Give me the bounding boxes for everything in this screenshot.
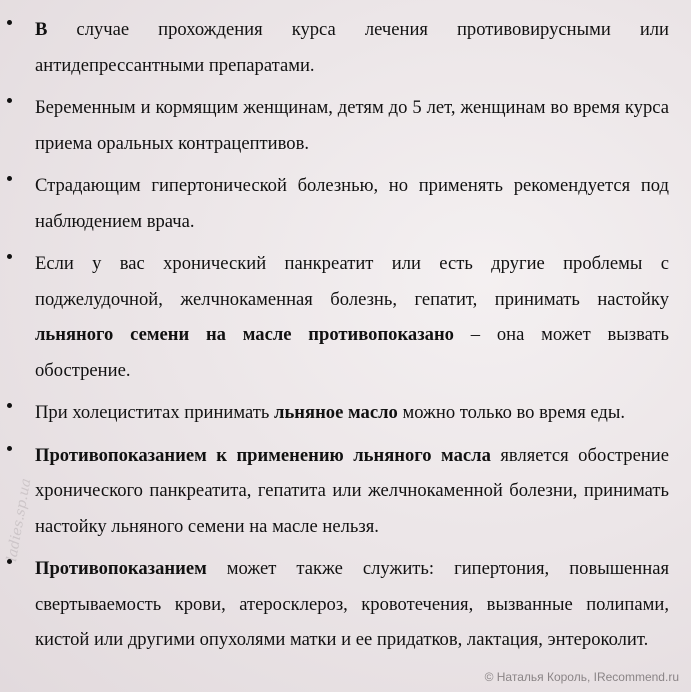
bold-phrase: льняного семени на масле противопоказано bbox=[35, 324, 454, 345]
side-watermark: ladies.sp.ua bbox=[4, 477, 35, 563]
list-item bbox=[0, 90, 691, 161]
item-text: является обострение хронического панкреатита, гепатита или желчнокаменной болезни, принимать настойку льняного семени на масле нельзя. bbox=[35, 444, 670, 537]
item-text: случае прохождения курса лечения противовирусными или антидепрессантными препаратами. bbox=[35, 19, 669, 76]
list-item-text bbox=[35, 395, 669, 431]
item-text: Страдающим гипертонической болезнью, но применять рекомендуется под наблюдением врача. bbox=[35, 175, 669, 232]
bold-lead: В bbox=[35, 19, 48, 40]
list-item-text bbox=[35, 168, 669, 239]
list-item bbox=[0, 395, 691, 431]
list-item-text bbox=[35, 90, 669, 161]
contraindications-list bbox=[0, 12, 691, 658]
list-item bbox=[0, 438, 691, 545]
bold-lead: Противопоказанием bbox=[35, 558, 207, 579]
bullet-icon bbox=[7, 98, 12, 103]
bullet-icon bbox=[7, 176, 12, 181]
list-item-text bbox=[35, 246, 669, 388]
list-item-text bbox=[35, 12, 669, 83]
bullet-icon bbox=[7, 254, 12, 259]
item-text: Беременным и кормящим женщинам, детям до 5 лет, женщинам во время курса приема оральных контрацептивов. bbox=[35, 97, 669, 154]
item-text-pre: При холециститах принимать bbox=[35, 402, 275, 423]
list-item-text bbox=[35, 551, 669, 658]
bullet-icon bbox=[7, 446, 12, 451]
document-body bbox=[0, 12, 691, 665]
bold-lead: Противопоказанием к применению льняного масла bbox=[35, 444, 491, 466]
list-item bbox=[0, 12, 691, 83]
list-item-text bbox=[35, 438, 669, 545]
item-text: может также служить: гипертония, повышенная свертываемость крови, атеросклероз, кровотечения, вызванные полипами, кистой или другими опухолями матки и ее придатков, лактация, энтероколит. bbox=[35, 558, 669, 650]
bullet-icon bbox=[7, 20, 12, 25]
bold-phrase: льняное масло bbox=[274, 402, 398, 423]
item-text-pre: Если у вас хронический панкреатит или есть другие проблемы с поджелудочной, желчнокаменная болезнь, гепатит, принимать настойку bbox=[35, 253, 669, 310]
item-text-post: можно только во время еды. bbox=[397, 402, 626, 423]
list-item bbox=[0, 551, 691, 658]
bullet-icon bbox=[7, 403, 12, 408]
item-text-post: – она может вызвать обострение. bbox=[35, 324, 669, 381]
list-item bbox=[0, 246, 691, 388]
copyright-watermark: © Наталья Король, IRecommend.ru bbox=[484, 670, 679, 684]
list-item bbox=[0, 168, 691, 239]
